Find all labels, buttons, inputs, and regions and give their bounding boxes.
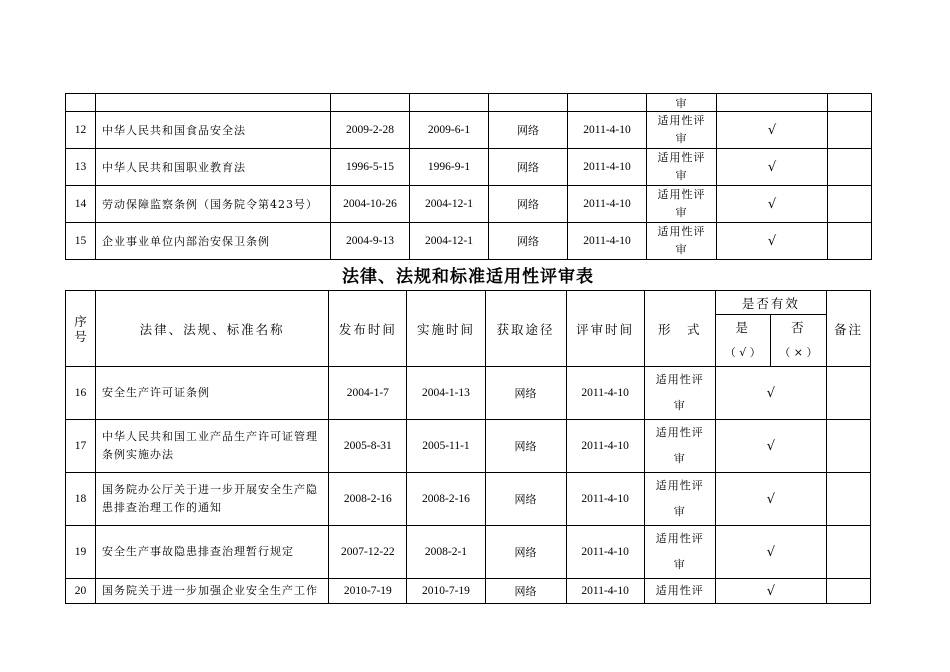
row-review-date: 2011-4-10 [568,112,647,149]
row-name [96,94,331,112]
header-review: 评审时间 [566,291,644,367]
row-remark [826,367,870,420]
row-effective-date: 2004-1-13 [407,367,485,420]
row-review-date: 2011-4-10 [566,367,644,420]
row-publish-date: 2005-8-31 [329,420,407,473]
row-form-line2: 审 [673,505,686,518]
row-form-line1: 适用性评 [655,479,704,492]
row-name-line2: 条例实施办法 [102,448,175,461]
row-name: 企业事业单位内部治安保卫条例 [96,223,331,260]
row-name [96,367,329,420]
row-number [66,94,96,112]
row-name-line1: 安全生产事故隐患排查治理暂行规定 [102,545,295,558]
row-number: 17 [66,420,96,473]
row-form-line2: 审 [673,558,686,571]
row-review-date [568,94,647,112]
row-remark [826,579,870,604]
row-effective-date: 2010-7-19 [407,579,485,604]
row-number: 13 [66,149,96,186]
header-form: 形 式 [644,291,715,367]
row-publish-date: 2004-10-26 [331,186,410,223]
row-remark [826,420,870,473]
row-form [644,579,715,604]
row-effective-date: 2008-2-16 [407,473,485,526]
row-effective-date: 2004-12-1 [410,223,489,260]
valid-check-icon: √ [715,526,826,579]
top-table-body [66,94,872,260]
top-table [65,93,872,260]
row-publish-date: 1996-5-15 [331,149,410,186]
row-source: 网络 [485,526,566,579]
row-review-date: 2011-4-10 [568,149,647,186]
row-source [489,94,568,112]
header-publish: 发布时间 [329,291,407,367]
table-row [66,526,871,579]
header-seq-text: 序号 [74,313,87,344]
row-remark [828,223,872,260]
row-form [644,473,715,526]
row-publish-date: 2004-1-7 [329,367,407,420]
valid-check-icon: √ [715,367,826,420]
row-remark [828,112,872,149]
row-name-line2: 患排查治理工作的通知 [102,501,223,514]
header-remark: 备注 [826,291,870,367]
header-no-mark: （ × ） [770,339,826,367]
row-number: 15 [66,223,96,260]
row-form [644,420,715,473]
row-form-line1: 适用性评 [655,532,704,545]
row-publish-date [331,94,410,112]
row-number: 18 [66,473,96,526]
row-effective-date: 2008-2-1 [407,526,485,579]
table-header [66,291,871,367]
row-number: 19 [66,526,96,579]
row-publish-date: 2010-7-19 [329,579,407,604]
table-row [66,473,871,526]
row-source: 网络 [489,149,568,186]
header-source: 获取途径 [485,291,566,367]
row-source: 网络 [489,112,568,149]
row-review-date: 2011-4-10 [566,473,644,526]
row-number: 20 [66,579,96,604]
row-source: 网络 [489,223,568,260]
row-source: 网络 [485,579,566,604]
row-source: 网络 [485,473,566,526]
row-remark [828,186,872,223]
row-form-line2: 审 [675,206,688,219]
row-number: 16 [66,367,96,420]
row-name [96,579,329,604]
header-yes-mark: （ √ ） [715,339,770,367]
row-form-line1: 适用性评 [657,114,706,127]
row-form [644,526,715,579]
table-row [66,579,871,604]
valid-check-icon: √ [717,149,828,186]
row-publish-date: 2004-9-13 [331,223,410,260]
table-row [66,420,871,473]
row-source: 网络 [489,186,568,223]
row-form [647,94,717,112]
row-effective-date: 2005-11-1 [407,420,485,473]
row-remark [826,473,870,526]
row-form [644,367,715,420]
row-name-line1: 中华人民共和国工业产品生产许可证管理 [102,430,319,443]
row-publish-date: 2008-2-16 [329,473,407,526]
row-source: 网络 [485,367,566,420]
valid-check-icon: √ [717,112,828,149]
row-name: 中华人民共和国职业教育法 [96,149,331,186]
valid-check-icon: √ [715,473,826,526]
row-form-line2: 审 [675,97,688,110]
row-source: 网络 [485,420,566,473]
row-form [647,112,717,149]
row-review-date: 2011-4-10 [568,223,647,260]
row-effective-date: 2004-12-1 [410,186,489,223]
row-name-line1: 国务院办公厅关于进一步开展安全生产隐 [102,483,319,496]
row-remark [826,526,870,579]
row-review-date: 2011-4-10 [568,186,647,223]
header-no: 否 [770,315,826,339]
row-name-line1: 国务院关于进一步加强企业安全生产工作 [102,584,319,597]
row-effective-date: 2009-6-1 [410,112,489,149]
row-remark [828,94,872,112]
main-table-body [66,367,871,604]
row-review-date: 2011-4-10 [566,420,644,473]
row-number: 12 [66,112,96,149]
row-form [647,149,717,186]
header-effective: 实施时间 [407,291,485,367]
table-row [66,112,872,149]
row-effective-date [410,94,489,112]
valid-check-icon [717,94,828,112]
row-form-line1: 适用性评 [657,188,706,201]
row-name: 劳动保障监察条例（国务院令第423号） [96,186,331,223]
main-table [65,290,871,604]
row-name [96,420,329,473]
row-name: 中华人民共和国食品安全法 [96,112,331,149]
row-form [647,186,717,223]
row-form-line1: 适用性评 [657,225,706,238]
table-row [66,149,872,186]
row-form-line1: 适用性评 [655,373,704,386]
table-row [66,223,872,260]
valid-check-icon: √ [717,223,828,260]
row-form-line2: 审 [675,132,688,145]
row-remark [828,149,872,186]
header-seq [66,291,96,367]
header-name: 法律、法规、标准名称 [96,291,329,367]
table-row [66,367,871,420]
valid-check-icon: √ [715,420,826,473]
row-form-line1: 适用性评 [655,426,704,439]
row-publish-date: 2007-12-22 [329,526,407,579]
row-form-line2: 审 [673,399,686,412]
valid-check-icon: √ [715,579,826,604]
header-yes: 是 [715,315,770,339]
row-form-line1: 适用性评 [657,151,706,164]
header-valid: 是否有效 [715,291,826,315]
table-row [66,186,872,223]
row-form-line1: 适用性评 [655,584,704,597]
valid-check-icon: √ [717,186,828,223]
row-form-line2: 审 [675,169,688,182]
row-form-line2: 审 [675,243,688,256]
row-review-date: 2011-4-10 [566,579,644,604]
table-row [66,94,872,112]
row-review-date: 2011-4-10 [566,526,644,579]
row-form-line2: 审 [673,452,686,465]
row-form [647,223,717,260]
row-name [96,473,329,526]
row-number: 14 [66,186,96,223]
page-title: 法律、法规和标准适用性评审表 [342,267,594,287]
row-publish-date: 2009-2-28 [331,112,410,149]
row-name [96,526,329,579]
row-name-line1: 安全生产许可证条例 [102,386,211,399]
row-effective-date: 1996-9-1 [410,149,489,186]
